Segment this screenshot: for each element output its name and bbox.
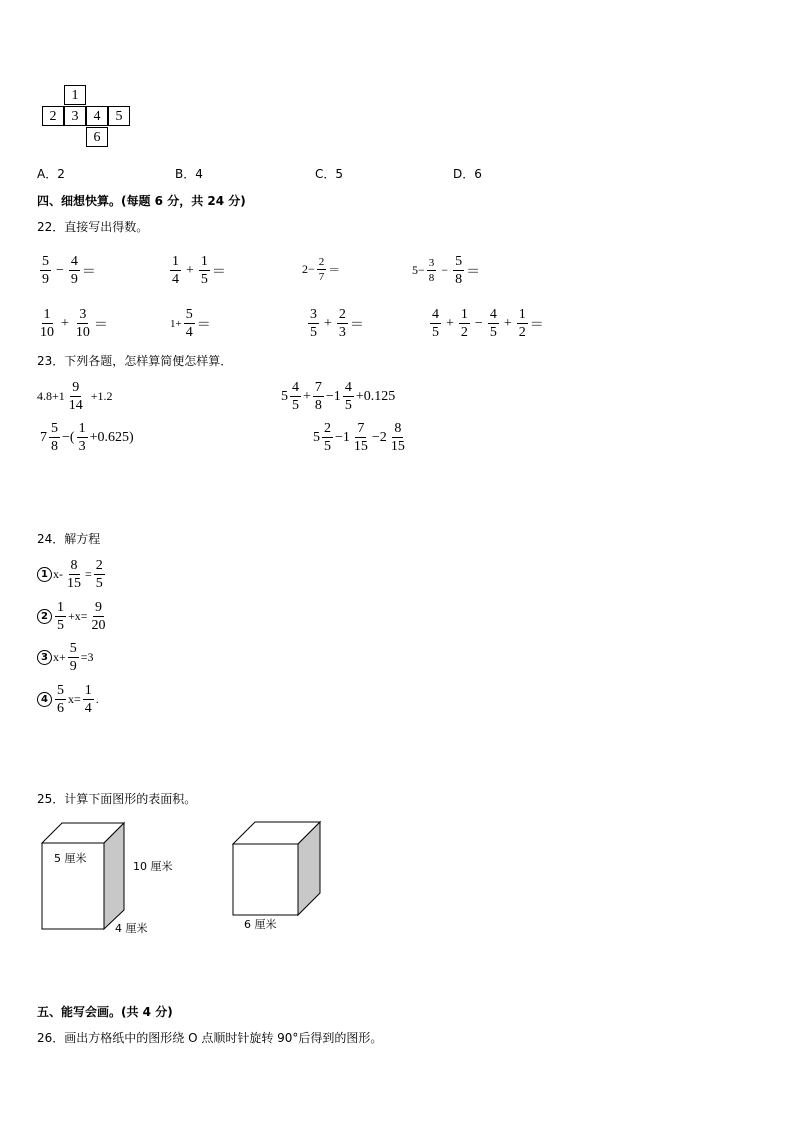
cube-edge-label: 6 厘米 <box>244 918 277 931</box>
q22-expr-6: 1+ $\frac{5}{4}$ ＝ <box>170 307 211 341</box>
q24-eq-1: 1 x- $\frac{8}{15}$ = $\frac{2}{5}$ <box>37 558 107 592</box>
q24-eq-4: 4 5 6 x= $\frac{1}{4}$ . <box>37 683 99 717</box>
q23-expr-4: 5 2 5 −1 7 15 −2 8 15 <box>313 421 405 455</box>
prism-width-label: 5 厘米 <box>54 852 87 865</box>
q22-expr-5: 1 10 + $\frac{3}{10}$ ＝ <box>40 307 108 341</box>
option-a: A．2 <box>37 167 65 181</box>
rectangular-prism-figure <box>30 815 190 940</box>
net-cell-4: 4 <box>86 106 108 126</box>
q25-title: 25．计算下面图形的表面积。 <box>37 792 197 806</box>
option-d: D．6 <box>453 167 482 181</box>
q22-expr-8: 4 5 + $\frac{1}{2}$ − $\frac{4}{5}$ + $\frac{1}{2}$ ＝ <box>432 307 544 341</box>
section-5-title: 五、能写会画。(共 4 分) <box>37 1005 173 1019</box>
q24-eq-2: 2 1 5 +x= $\frac{9}{20}$ <box>37 600 110 634</box>
net-cell-5: 5 <box>108 106 130 126</box>
option-b: B．4 <box>175 167 203 181</box>
cube-figure <box>225 815 335 925</box>
q22-expr-2: 1 4 + $\frac{1}{5}$ ＝ <box>172 254 226 288</box>
q23-title: 23．下列各题，怎样算简便怎样算． <box>37 354 233 368</box>
q24-title: 24．解方程 <box>37 532 101 546</box>
q22-expr-4: 5− $\frac{3}{8}$ − $\frac{5}{8}$ ＝ <box>412 254 481 288</box>
q22-title: 22．直接写出得数。 <box>37 220 149 234</box>
q24-eq-3: 3 x+ $\frac{5}{9}$ =3 <box>37 641 94 675</box>
net-cell-1: 1 <box>64 85 86 105</box>
net-cell-3: 3 <box>64 106 86 126</box>
q22-expr-1: 5 9 − $\frac{4}{9}$ ＝ <box>42 254 96 288</box>
net-cell-2: 2 <box>42 106 64 126</box>
option-c: C．5 <box>315 167 344 181</box>
q22-expr-3: 2− $\frac{2}{7}$ ＝ <box>302 256 341 284</box>
prism-depth-label: 4 厘米 <box>115 922 148 935</box>
net-cell-6: 6 <box>86 127 108 147</box>
q26-title: 26．画出方格纸中的图形绕 O 点顺时针旋转 90°后得到的图形。 <box>37 1031 383 1045</box>
q23-expr-2: 5 4 5 + $\frac{7}{8}$ −1 4 5 +0.125 <box>281 380 396 414</box>
q23-expr-3: 7 5 8 −( 1 3 +0.625) <box>40 421 134 455</box>
q23-expr-1: 4.8+1 9 14 +1.2 <box>37 380 113 414</box>
section-4-title: 四、细想快算。(每题 6 分，共 24 分) <box>37 194 246 208</box>
prism-height-label: 10 厘米 <box>133 860 173 873</box>
q22-expr-7: 3 5 + $\frac{2}{3}$ ＝ <box>310 307 364 341</box>
